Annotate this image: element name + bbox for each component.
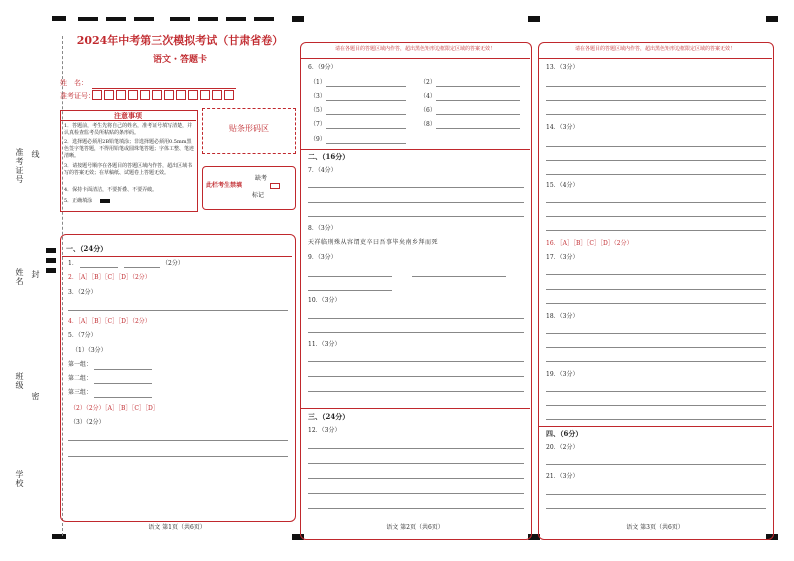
page-footer: 语文 第1页（共6页） — [148, 524, 206, 531]
answer-box-page2 — [300, 42, 532, 540]
fill-sample — [100, 199, 110, 203]
q5-3-line[interactable] — [68, 440, 288, 441]
blank-1: （1） — [310, 79, 326, 86]
section-2: 二、（16分） — [308, 152, 350, 161]
group-3: 第三组： — [68, 389, 93, 396]
q4[interactable]: 4．［A］［B］［C］［D］（2分） — [68, 318, 151, 325]
registration-mark — [52, 16, 66, 21]
q5: 5．（7分） — [68, 332, 97, 339]
notice-item: 2．选择题必须用2B铅笔填涂；非选择题必须用0.5mm黑色签字笔答题，不得用铅笔或圆珠笔答题；字体工整、笔迹清晰。 — [64, 139, 195, 159]
q5-3-line[interactable] — [68, 456, 288, 457]
q17: 17．（3分） — [546, 254, 579, 261]
page-title: 2024年中考第三次模拟考试（甘肃省卷） — [76, 34, 284, 47]
registration-mark — [170, 17, 190, 21]
group-1: 第一组： — [68, 361, 93, 368]
registration-mark — [78, 17, 98, 21]
side-label-seal3: 密 — [31, 392, 40, 401]
group-3-line[interactable] — [94, 397, 152, 398]
blank-4: （4） — [420, 93, 436, 100]
q8: 8．（3分） — [308, 225, 337, 232]
registration-mark — [528, 16, 540, 22]
notice-item: 5．正确填涂 — [64, 198, 93, 204]
notice-item: 4．保持卡面清洁，不要折叠、不要弄破。 — [64, 187, 158, 193]
group-1-line[interactable] — [94, 369, 152, 370]
page-footer: 语文 第2页（共6页） — [386, 524, 444, 531]
q5-1: （1）（3分） — [72, 347, 107, 354]
blank-3: （3） — [310, 93, 326, 100]
exam-id-field[interactable] — [92, 90, 242, 102]
blank-8: （8） — [420, 121, 436, 128]
side-label-class: 班级 — [15, 372, 24, 390]
group-2-line[interactable] — [94, 383, 152, 384]
name-label: 姓 名： — [60, 79, 88, 87]
registration-mark — [46, 258, 56, 263]
q5-2[interactable]: （2）（2分）［A］［B］［C］［D］ — [70, 405, 159, 412]
q14: 14．（3分） — [546, 124, 579, 131]
notice-item: 3．请按题号顺序在各题目的答题区域内作答，超出区域书写的答案无效；在草稿纸、试题卷上答题无效。 — [64, 163, 193, 176]
q3: 3．（2分） — [68, 289, 97, 296]
absent-label: 标记 — [252, 192, 265, 199]
exam-id-label: 准考证号： — [60, 92, 95, 100]
q7: 7．（4分） — [308, 167, 337, 174]
answer-box-page3 — [538, 42, 774, 540]
section-1: 一、（24分） — [66, 244, 108, 253]
absent-label: 缺考 — [255, 175, 268, 182]
name-field[interactable] — [92, 88, 236, 89]
q1-score: （2分） — [162, 260, 184, 267]
q20: 20．（2分） — [546, 444, 579, 451]
side-label-name: 姓名 — [15, 268, 24, 286]
q6: 6．（9分） — [308, 64, 337, 71]
q16[interactable]: 16．［A］［B］［C］［D］（2分） — [546, 240, 633, 247]
registration-mark — [766, 16, 778, 22]
registration-mark — [226, 17, 246, 21]
q15: 15．（4分） — [546, 182, 579, 189]
absent-note: 此栏考生禁填 — [206, 182, 243, 189]
warning-text: 请在各题目的答题区域内作答，超出黑色矩形边框限定区域的答案无效！ — [574, 46, 735, 52]
page-subtitle: 语文・答题卡 — [152, 55, 207, 65]
q19: 19．（3分） — [546, 371, 579, 378]
q21: 21．（3分） — [546, 473, 579, 480]
q1-blank[interactable] — [124, 267, 160, 268]
q13: 13．（3分） — [546, 64, 579, 71]
registration-mark — [254, 17, 274, 21]
blank-2: （2） — [420, 79, 436, 86]
q3-line[interactable] — [68, 310, 288, 311]
registration-mark — [134, 17, 154, 21]
side-label-exam-id: 准考证号 — [15, 148, 24, 184]
q1-blank[interactable] — [80, 267, 118, 268]
page-footer: 语文 第3页（共6页） — [626, 524, 684, 531]
q5-3: （3）（2分） — [70, 419, 105, 426]
blank-5: （5） — [310, 107, 326, 114]
q11: 11．（3分） — [308, 341, 341, 348]
registration-mark — [52, 534, 66, 539]
warning-text: 请在各题目的答题区域内作答，超出黑色矩形边框限定区域的答案无效！ — [334, 46, 495, 52]
blank-7: （7） — [310, 121, 326, 128]
q8-text: 天祥临刑殊从容谓吏卒曰吾事毕矣南乡拜而死 — [308, 239, 439, 246]
side-label-seal-line: 线 — [31, 150, 40, 159]
registration-mark — [46, 268, 56, 273]
registration-mark — [198, 17, 218, 21]
section-4: 四、（6分） — [546, 429, 583, 438]
q9: 9．（3分） — [308, 254, 337, 261]
blank-6: （6） — [420, 107, 436, 114]
registration-mark — [292, 16, 304, 22]
q2[interactable]: 2．［A］［B］［C］［D］（2分） — [68, 274, 151, 281]
q12: 12．（3分） — [308, 427, 341, 434]
q1: 1． — [68, 260, 78, 267]
q18: 18．（3分） — [546, 313, 579, 320]
side-label-seal: 封 — [31, 270, 40, 279]
blank-9: （9） — [310, 136, 326, 143]
side-label-school: 学校 — [15, 470, 24, 488]
notice-item: 1．答题前，考生先将自己的姓名，准考证号填写清楚，并认真检查监考员所粘贴的条形码。 — [64, 123, 193, 136]
absent-checkbox[interactable] — [270, 183, 280, 189]
notice-title: 注意事项 — [60, 111, 196, 121]
registration-mark — [46, 248, 56, 253]
registration-mark — [106, 17, 126, 21]
barcode-label: 贴条形码区 — [229, 124, 269, 133]
q10: 10．（3分） — [308, 297, 341, 304]
group-2: 第二组： — [68, 375, 93, 382]
section-3: 三、（24分） — [308, 412, 350, 421]
